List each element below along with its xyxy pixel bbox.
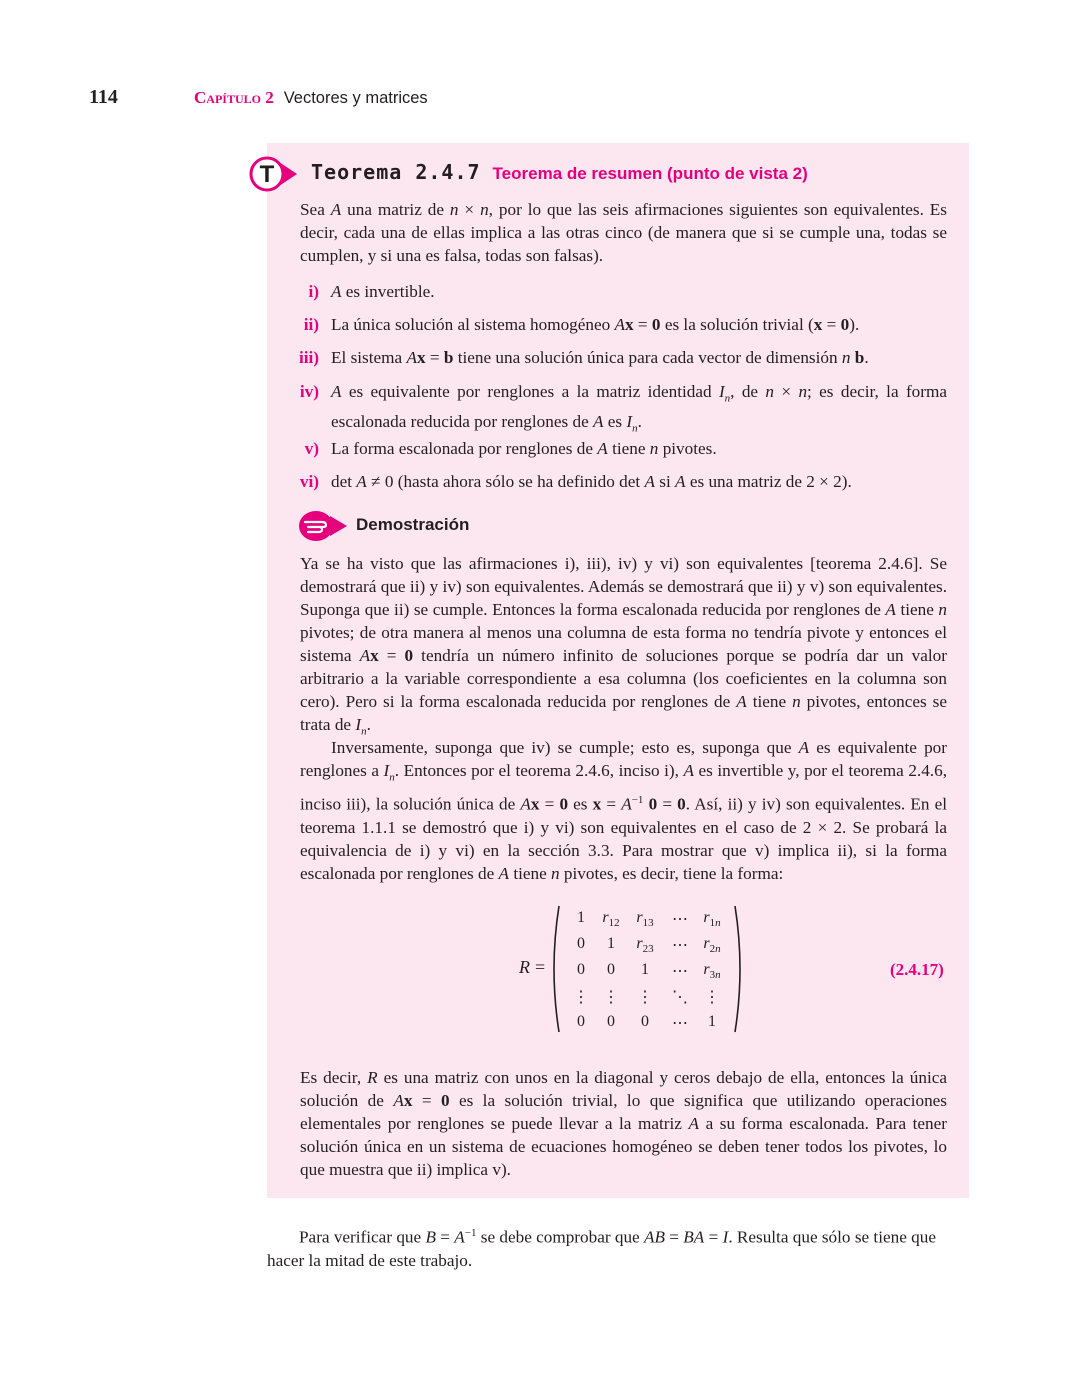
page-number: 114 — [89, 86, 118, 108]
theorem-heading — [311, 160, 808, 184]
matrix-cell: ⋯ — [672, 1015, 688, 1032]
matrix-cell: $r_{12}$ — [602, 909, 620, 930]
matrix-cell: ⋯ — [672, 937, 688, 954]
item-label: ii) — [303, 315, 319, 334]
matrix-cell: 0 — [607, 1013, 615, 1030]
matrix-cell: ⋮ — [573, 989, 589, 1006]
running-head — [194, 88, 428, 108]
item-label: vi) — [299, 472, 319, 491]
chapter-label: Capítulo 2 — [194, 88, 274, 107]
item-text: La única solución al sistema homogéneo Ax = 0 es la solución trivial (x = 0). — [331, 315, 860, 334]
proof-paragraph-2: Inversamente, suponga que iv) se cumple; esto es, suponga que A es equivalente por renglones a $I_n$. Entonces por el teorema 2.4.6, inciso i), A es invertible y, por el teorema 2.4.6, inciso iii), la solución única de Ax = 0 es $x = A^{-1}$ 0 = 0. Así, ii) y iv) son equivalentes. En el teorema 1.1.1 se demostró que i) y vi) son equivalentes en el caso de 2 × 2. Se probará la equivalencia de i) y vi) en la sección 3.3. Para mostrar que v) implica ii), si la forma escalonada por renglones de A tiene n pivotes, es decir, tiene la forma: — [300, 738, 947, 884]
matrix-equals: = — [535, 957, 546, 977]
item-text: det A ≠ 0 (hasta ahora sólo se ha definido det A si A es una matriz de 2 × 2). — [331, 472, 852, 491]
item-text: La forma escalonada por renglones de A tiene n pivotes. — [331, 439, 717, 458]
pointing-hand-icon — [298, 509, 348, 543]
matrix-cell: ⋮ — [637, 989, 653, 1006]
theorem-name: Teorema de resumen (punto de vista 2) — [492, 164, 808, 183]
equation-number: (2.4.17) — [890, 960, 944, 979]
matrix-cell: 0 — [577, 961, 585, 978]
item-text: A es equivalente por renglones a la matriz identidad $I_n$, de n × n; es decir, la forma escalonada reducida por renglones de A es $I_n$. — [331, 382, 947, 435]
proof-paragraph-3: Es decir, R es una matriz con unos en la diagonal y ceros debajo de ella, entonces la única solución de Ax = 0 es la solución trivial, lo que significa que utilizando operaciones elementales por renglones se puede llevar a la matriz A a su forma escalonada. Para tener solución única en un sistema de ecuaciones homogéneo se deben tener todos los pivotes, lo que muestra que ii) implica v). — [300, 1068, 948, 1179]
theorem-t-icon — [249, 156, 299, 192]
item-label: v) — [304, 439, 319, 458]
matrix-cell: ⋮ — [603, 989, 619, 1006]
matrix-cell: 0 — [577, 935, 585, 952]
matrix-cell: ⋯ — [672, 911, 688, 928]
matrix-cell: ⋯ — [672, 963, 688, 980]
matrix-cell: ⋮ — [704, 989, 720, 1006]
matrix-cell: ⋱ — [672, 989, 688, 1006]
item-label: iii) — [298, 348, 319, 367]
matrix-cell: 0 — [577, 1013, 585, 1030]
matrix-cell: $r_{2n}$ — [703, 935, 721, 956]
matrix-cell: $r_{23}$ — [636, 935, 654, 956]
matrix-cell: $r_{3n}$ — [703, 961, 721, 982]
matrix-cell: 1 — [641, 961, 649, 978]
item-label: i) — [308, 282, 319, 301]
item-label: iv) — [299, 382, 319, 401]
proof-paragraph-1: Ya se ha visto que las afirmaciones i), iii), iv) y vi) son equivalentes [teorema 2.4.6]. Se demostrará que ii) y iv) son equivalentes. Además se demostrará que ii) y v) son equivalentes. Suponga que ii) se cumple. Entonces la forma escalonada reducida por renglones de A tiene n pivotes; de otra manera al menos una columna de esta forma no tendría pivote y entonces el sistema Ax = 0 tendría un número infinito de soluciones porque se podría dar un valor arbitrario a la variable correspondiente a esa columna (los coeficientes en la columna son cero). Pero si la forma escalonada reducida por renglones de A tiene n pivotes, entonces se trata de $I_n$. — [300, 554, 947, 738]
matrix-cell: 1 — [607, 935, 615, 952]
matrix-cell: 1 — [708, 1013, 716, 1030]
after-paragraph: Para verificar que $B = A^{-1}$ se debe comprobar que AB = BA = I. Resulta que sólo se tiene que hacer la mitad de este trabajo. — [267, 1227, 936, 1270]
item-text: El sistema Ax = b tiene una solución única para cada vector de dimensión n b. — [331, 348, 869, 367]
matrix-cell: $r_{1n}$ — [703, 909, 721, 930]
matrix-cell: 1 — [577, 909, 585, 926]
theorem-number: Teorema 2.4.7 — [311, 160, 481, 184]
item-text: A es invertible. — [331, 282, 435, 301]
matrix-cell: 0 — [641, 1013, 649, 1030]
theorem-intro: Sea A una matriz de n × n, por lo que las seis afirmaciones siguientes son equivalentes. Es decir, cada una de ellas implica a las otras cinco (de manera que si se cumple una, todas se cumplen, y si una es falsa, todas son falsas). — [300, 200, 947, 265]
chapter-title: Vectores y matrices — [283, 89, 428, 107]
matrix-cell: $r_{13}$ — [636, 909, 654, 930]
matrix-cell: 0 — [607, 961, 615, 978]
theorem-icon-letter: T — [259, 161, 275, 188]
matrix-label: R — [519, 957, 530, 977]
proof-title: Demostración — [356, 515, 470, 534]
